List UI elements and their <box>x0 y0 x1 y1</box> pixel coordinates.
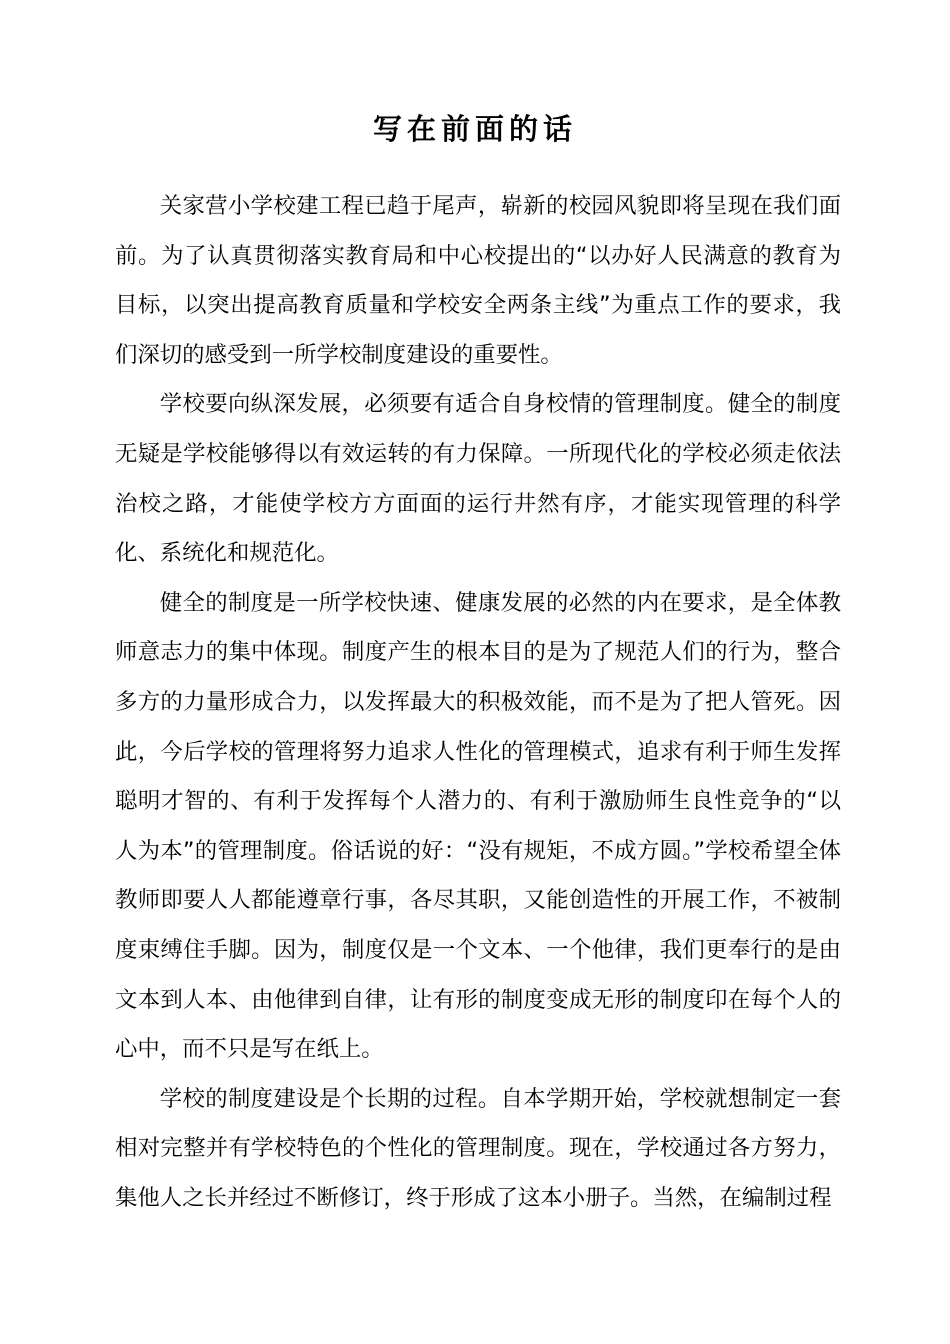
page-title: 写在前面的话 <box>372 112 577 146</box>
paragraph-1: 关家营小学校建工程已趋于尾声，崭新的校园风貌即将呈现在我们面前。为了认真贯彻落实教育局和中心校提出的“以办好人民满意的教育为目标，以突出提高教育质量和学校安全两条主线”为重点工作的要求，我们深切的感受到一所学校制度建设的重要性。 <box>115 193 841 368</box>
document-body <box>115 182 841 1223</box>
paragraph-3: 健全的制度是一所学校快速、健康发展的必然的内在要求，是全体教师意志力的集中体现。制度产生的根本目的是为了规范人们的行为，整合多方的力量形成合力，以发挥最大的积极效能，而不是为了把人管死。因此，今后学校的管理将努力追求人性化的管理模式，追求有利于师生发挥聪明才智的、有利于发挥每个人潜力的、有利于激励师生良性竞争的“以人为本”的管理制度。俗话说的好：“没有规矩，不成方圆。”学校希望全体教师即要人人都能遵章行事，各尽其职，又能创造性的开展工作，不被制度束缚住手脚。因为，制度仅是一个文本、一个他律，我们更奉行的是由文本到人本、由他律到自律，让有形的制度变成无形的制度印在每个人的心中，而不只是写在纸上。 <box>115 589 841 1063</box>
paragraph-4: 学校的制度建设是个长期的过程。自本学期开始，学校就想制定一套相对完整并有学校特色的个性化的管理制度。现在，学校通过各方努力，集他人之长并经过不断修订，终于形成了这本小册子。当然，在编制过程 <box>115 1085 841 1211</box>
paragraph-2: 学校要向纵深发展，必须要有适合自身校情的管理制度。健全的制度无疑是学校能够得以有效运转的有力保障。一所现代化的学校必须走依法治校之路，才能使学校方方面面的运行井然有序，才能实现管理的科学化、系统化和规范化。 <box>115 391 841 567</box>
